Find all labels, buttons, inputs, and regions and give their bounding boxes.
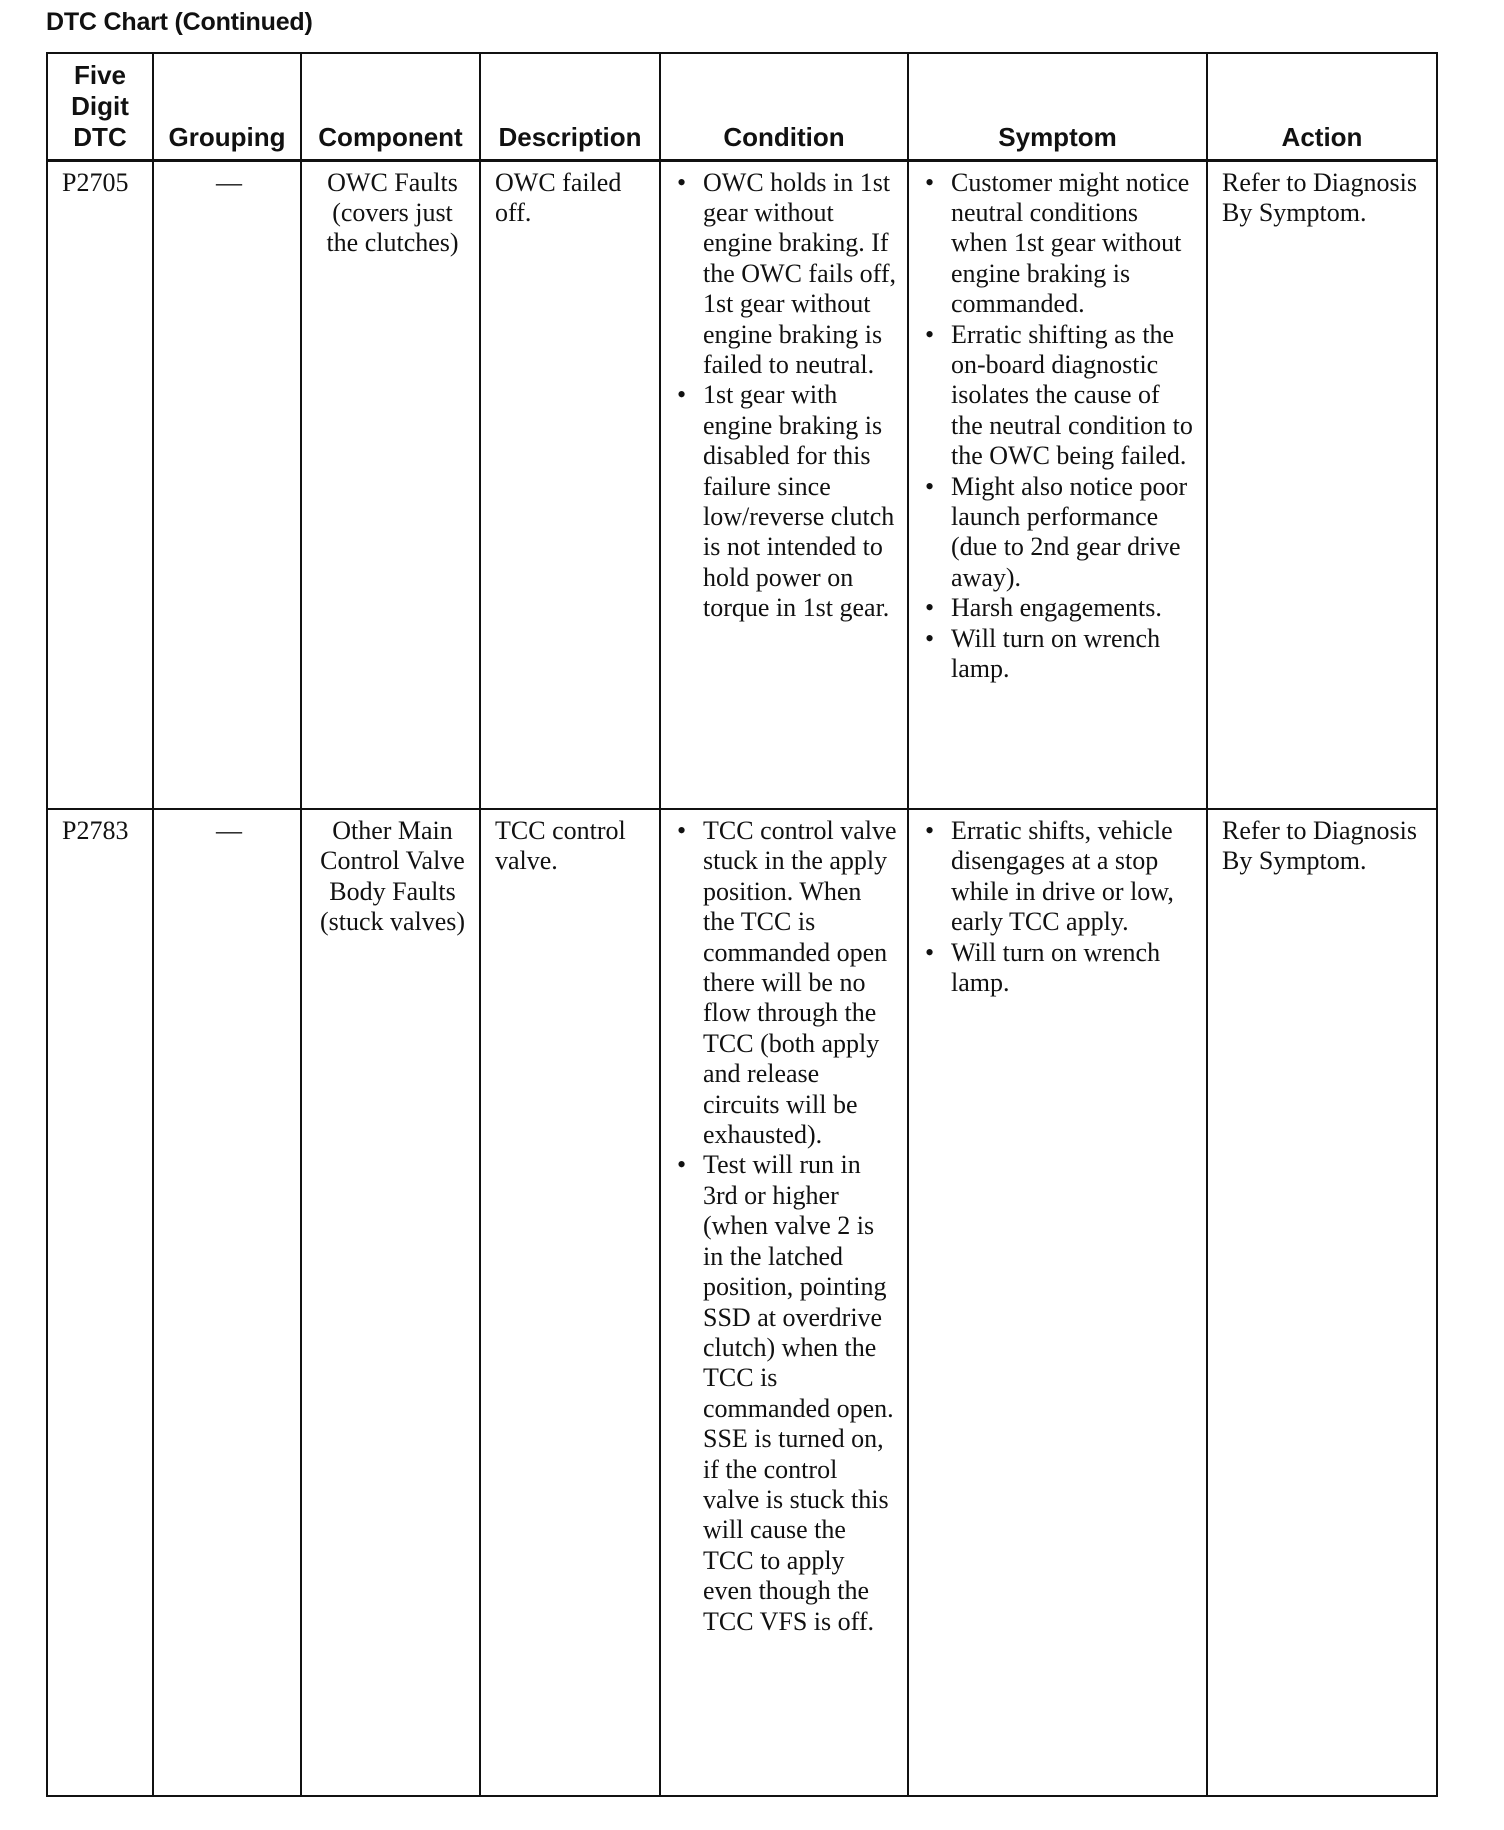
dtc-chart-table xyxy=(46,52,1438,1797)
condition-list xyxy=(675,168,897,624)
symptom-item: • Will turn on wrench lamp. xyxy=(923,938,1196,999)
header-symptom: Symptom xyxy=(908,53,1207,160)
condition-cell xyxy=(660,809,908,1796)
header-description: Description xyxy=(480,53,660,160)
symptom-item: • Customer might notice neutral conditions when 1st gear without engine braking is commanded. xyxy=(923,168,1196,320)
description-cell: TCC control valve. xyxy=(480,809,660,1796)
description-cell: OWC failed off. xyxy=(480,160,660,809)
header-grouping: Grouping xyxy=(153,53,301,160)
symptom-item: • Might also notice poor launch performance (due to 2nd gear drive away). xyxy=(923,472,1196,594)
component-cell: OWC Faults (covers just the clutches) xyxy=(301,160,480,809)
component-cell: Other Main Control Valve Body Faults (stuck valves) xyxy=(301,809,480,1796)
condition-item: • Test will run in 3rd or higher (when valve 2 is in the latched position, pointing SSD at overdrive clutch) when the TCC is commanded open. SSE is turned on, if the control valve is stuck this will cause the TCC to apply even though the TCC VFS is off. xyxy=(675,1150,897,1637)
grouping-cell: — xyxy=(153,809,301,1796)
header-row xyxy=(47,53,1437,160)
table-row xyxy=(47,160,1437,809)
symptom-list xyxy=(923,168,1196,685)
symptom-cell xyxy=(908,809,1207,1796)
header-action: Action xyxy=(1207,53,1437,160)
condition-item: • TCC control valve stuck in the apply position. When the TCC is commanded open there will be no flow through the TCC (both apply and release circuits will be exhausted). xyxy=(675,816,897,1150)
header-dtc-line-2: Digit xyxy=(71,90,129,121)
symptom-item: • Harsh engagements. xyxy=(923,593,1196,623)
condition-item: • 1st gear with engine braking is disabled for this failure since low/reverse clutch is not intended to hold power on torque in 1st gear. xyxy=(675,380,897,623)
condition-cell xyxy=(660,160,908,809)
dtc-code-cell: P2705 xyxy=(47,160,153,809)
header-dtc-line-3: DTC xyxy=(73,121,127,152)
grouping-cell: — xyxy=(153,160,301,809)
header-five-digit-dtc xyxy=(47,53,153,160)
symptom-item: • Will turn on wrench lamp. xyxy=(923,624,1196,685)
action-cell: Refer to Diagnosis By Symptom. xyxy=(1207,160,1437,809)
dtc-code-cell: P2783 xyxy=(47,809,153,1796)
symptom-item: • Erratic shifts, vehicle disengages at a stop while in drive or low, early TCC apply. xyxy=(923,816,1196,938)
header-component: Component xyxy=(301,53,480,160)
symptom-list xyxy=(923,816,1196,998)
symptom-item: • Erratic shifting as the on-board diagnostic isolates the cause of the neutral condition to the OWC being failed. xyxy=(923,320,1196,472)
condition-list xyxy=(675,816,897,1637)
symptom-cell xyxy=(908,160,1207,809)
page-title: DTC Chart (Continued) xyxy=(46,8,313,36)
condition-item: • OWC holds in 1st gear without engine braking. If the OWC fails off, 1st gear without engine braking is failed to neutral. xyxy=(675,168,897,381)
action-cell: Refer to Diagnosis By Symptom. xyxy=(1207,809,1437,1796)
table-row xyxy=(47,809,1437,1796)
header-condition: Condition xyxy=(660,53,908,160)
header-dtc-line-1: Five xyxy=(73,59,127,90)
